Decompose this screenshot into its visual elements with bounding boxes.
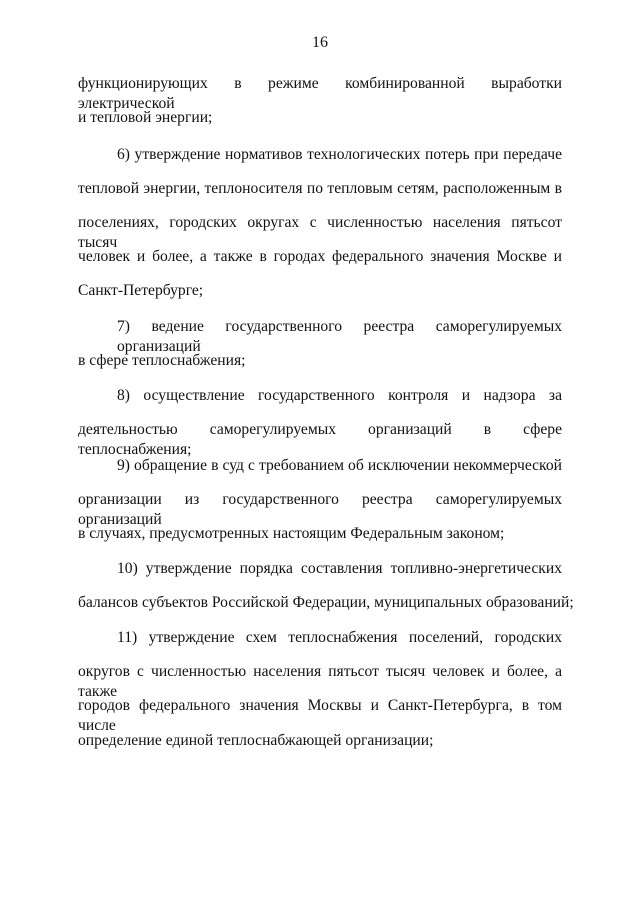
text-line: городов федерального значения Москвы и Санкт-Петербурга, в том числе bbox=[78, 697, 562, 734]
text-line: 6) утверждение нормативов технологических потерь при передаче bbox=[117, 146, 562, 163]
text-line: в сфере теплоснабжения; bbox=[78, 352, 246, 369]
text-line: в случаях, предусмотренных настоящим Федеральным законом; bbox=[78, 525, 505, 542]
text-line: организации из государственного реестра саморегулируемых организаций bbox=[78, 491, 562, 528]
text-line: 7) ведение государственного реестра саморегулируемых организаций bbox=[117, 318, 562, 355]
text-line: 8) осуществление государственного контроля и надзора за bbox=[117, 387, 562, 404]
text-line: деятельностью саморегулируемых организаций в сфере теплоснабжения; bbox=[78, 421, 562, 458]
text-line: и тепловой энергии; bbox=[78, 109, 213, 126]
text-line: поселениях, городских округах с численностью населения пятьсот тысяч bbox=[78, 214, 562, 251]
text-line: Санкт-Петербурге; bbox=[78, 282, 204, 299]
text-line: тепловой энергии, теплоносителя по тепловым сетям, расположенным в bbox=[78, 180, 562, 197]
text-line: 9) обращение в суд с требованием об исключении некоммерческой bbox=[117, 457, 562, 474]
text-line: 10) утверждение порядка составления топливно-энергетических bbox=[117, 560, 562, 577]
text-line: человек и более, а также в городах федерального значения Москве и bbox=[78, 248, 562, 265]
text-line: балансов субъектов Российской Федерации, муниципальных образований; bbox=[78, 594, 574, 611]
text-line: определение единой теплоснабжающей организации; bbox=[78, 732, 434, 749]
text-line: округов с численностью населения пятьсот тысяч человек и более, а также bbox=[78, 663, 562, 700]
text-line: функционирующих в режиме комбинированной выработки электрической bbox=[78, 75, 562, 112]
page-number: 16 bbox=[312, 34, 328, 51]
text-line: 11) утверждение схем теплоснабжения поселений, городских bbox=[117, 629, 562, 646]
